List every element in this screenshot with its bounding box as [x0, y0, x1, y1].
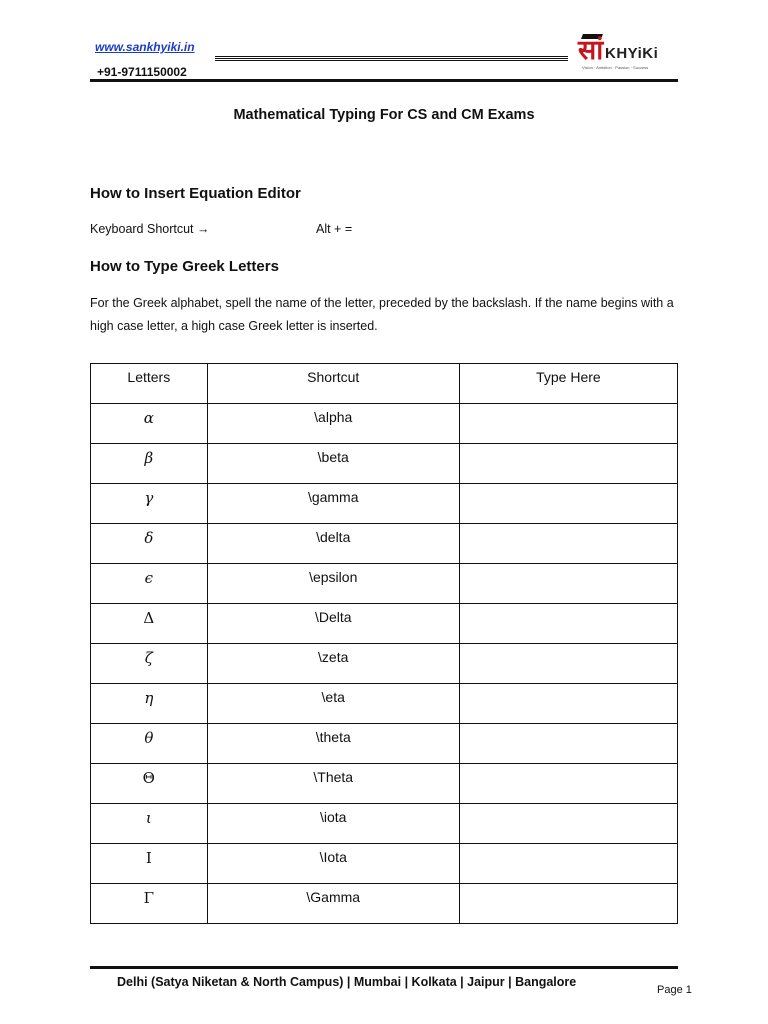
type-here-cell[interactable] [459, 604, 677, 644]
shortcut-cell: \epsilon [207, 564, 459, 604]
logo-tagline: Vision · Ambition · Passion · Success [582, 65, 649, 70]
section-heading-equation-editor: How to Insert Equation Editor [90, 185, 301, 202]
greek-symbol: β [144, 449, 154, 467]
letter-cell [91, 804, 208, 844]
table-row [91, 404, 678, 444]
footer-locations: Delhi (Satya Niketan & North Campus) | Mumbai | Kolkata | Jaipur | Bangalore [117, 975, 577, 989]
page-number: Page 1 [657, 984, 692, 996]
type-here-cell[interactable] [459, 684, 677, 724]
letter-cell [91, 764, 208, 804]
section-heading-greek-letters: How to Type Greek Letters [90, 258, 279, 275]
shortcut-cell: \Theta [207, 764, 459, 804]
type-here-cell[interactable] [459, 524, 677, 564]
type-here-cell[interactable] [459, 444, 677, 484]
table-header-row [91, 364, 678, 404]
table-row [91, 644, 678, 684]
letter-cell [91, 524, 208, 564]
letter-cell [91, 884, 208, 924]
type-here-cell[interactable] [459, 644, 677, 684]
table-row [91, 724, 678, 764]
greek-symbol: θ [144, 729, 154, 747]
type-here-cell[interactable] [459, 764, 677, 804]
instructions-paragraph: For the Greek alphabet, spell the name of the letter, preceded by the backslash. If the name begins with a high case letter, a high case Greek letter is inserted. [90, 296, 674, 333]
header-divider [90, 79, 678, 82]
header-rule [215, 56, 568, 57]
phone-number: +91-9711150002 [97, 65, 187, 79]
shortcut-cell: \theta [207, 724, 459, 764]
shortcut-cell: \zeta [207, 644, 459, 684]
greek-symbol: δ [144, 529, 154, 547]
greek-symbol: ϵ [144, 569, 154, 587]
table-row [91, 444, 678, 484]
table-row [91, 564, 678, 604]
shortcut-cell: \delta [207, 524, 459, 564]
letter-cell [91, 484, 208, 524]
table-row [91, 804, 678, 844]
greek-letters-table [90, 363, 678, 924]
greek-symbol: Ι [145, 849, 152, 867]
greek-symbol: η [144, 689, 154, 707]
letter-cell [91, 644, 208, 684]
shortcut-keys: Alt + = [316, 222, 353, 236]
column-header-type-here: Type Here [459, 364, 677, 404]
column-header-letters: Letters [91, 364, 208, 404]
table-row [91, 604, 678, 644]
shortcut-cell: \alpha [207, 404, 459, 444]
logo-word: KHYiKi [605, 45, 659, 62]
shortcut-cell: \iota [207, 804, 459, 844]
letter-cell [91, 604, 208, 644]
letter-cell [91, 404, 208, 444]
shortcut-cell: \Delta [207, 604, 459, 644]
type-here-cell[interactable] [459, 404, 677, 444]
letter-cell [91, 844, 208, 884]
table-row [91, 764, 678, 804]
greek-symbol: ι [145, 809, 152, 827]
table-row [91, 524, 678, 564]
table-row [91, 884, 678, 924]
header-rule [215, 60, 568, 61]
page-title: Mathematical Typing For CS and CM Exams [233, 107, 535, 123]
type-here-cell[interactable] [459, 884, 677, 924]
greek-symbol: Δ [143, 609, 155, 627]
shortcut-cell: \beta [207, 444, 459, 484]
column-header-shortcut: Shortcut [207, 364, 459, 404]
type-here-cell[interactable] [459, 844, 677, 884]
website-link[interactable]: www.sankhyiki.in [95, 40, 195, 54]
letter-cell [91, 564, 208, 604]
shortcut-cell: \eta [207, 684, 459, 724]
shortcut-label: Keyboard Shortcut → [90, 222, 210, 236]
greek-symbol: Θ [142, 769, 155, 787]
greek-symbol: ζ [144, 649, 153, 667]
table-row [91, 684, 678, 724]
sankhyiki-logo [578, 34, 678, 70]
shortcut-cell: \gamma [207, 484, 459, 524]
greek-symbol: Γ [143, 889, 155, 907]
type-here-cell[interactable] [459, 804, 677, 844]
shortcut-cell: \Gamma [207, 884, 459, 924]
type-here-cell[interactable] [459, 484, 677, 524]
letter-cell [91, 684, 208, 724]
footer-divider [90, 966, 678, 969]
shortcut-cell: \Iota [207, 844, 459, 884]
greek-symbol: γ [144, 489, 154, 507]
greek-symbol: α [143, 409, 154, 427]
logo-mark: सां [578, 35, 604, 66]
table-row [91, 844, 678, 884]
type-here-cell[interactable] [459, 564, 677, 604]
letter-cell [91, 724, 208, 764]
letter-cell [91, 444, 208, 484]
type-here-cell[interactable] [459, 724, 677, 764]
header-rule [215, 58, 568, 59]
table-row [91, 484, 678, 524]
